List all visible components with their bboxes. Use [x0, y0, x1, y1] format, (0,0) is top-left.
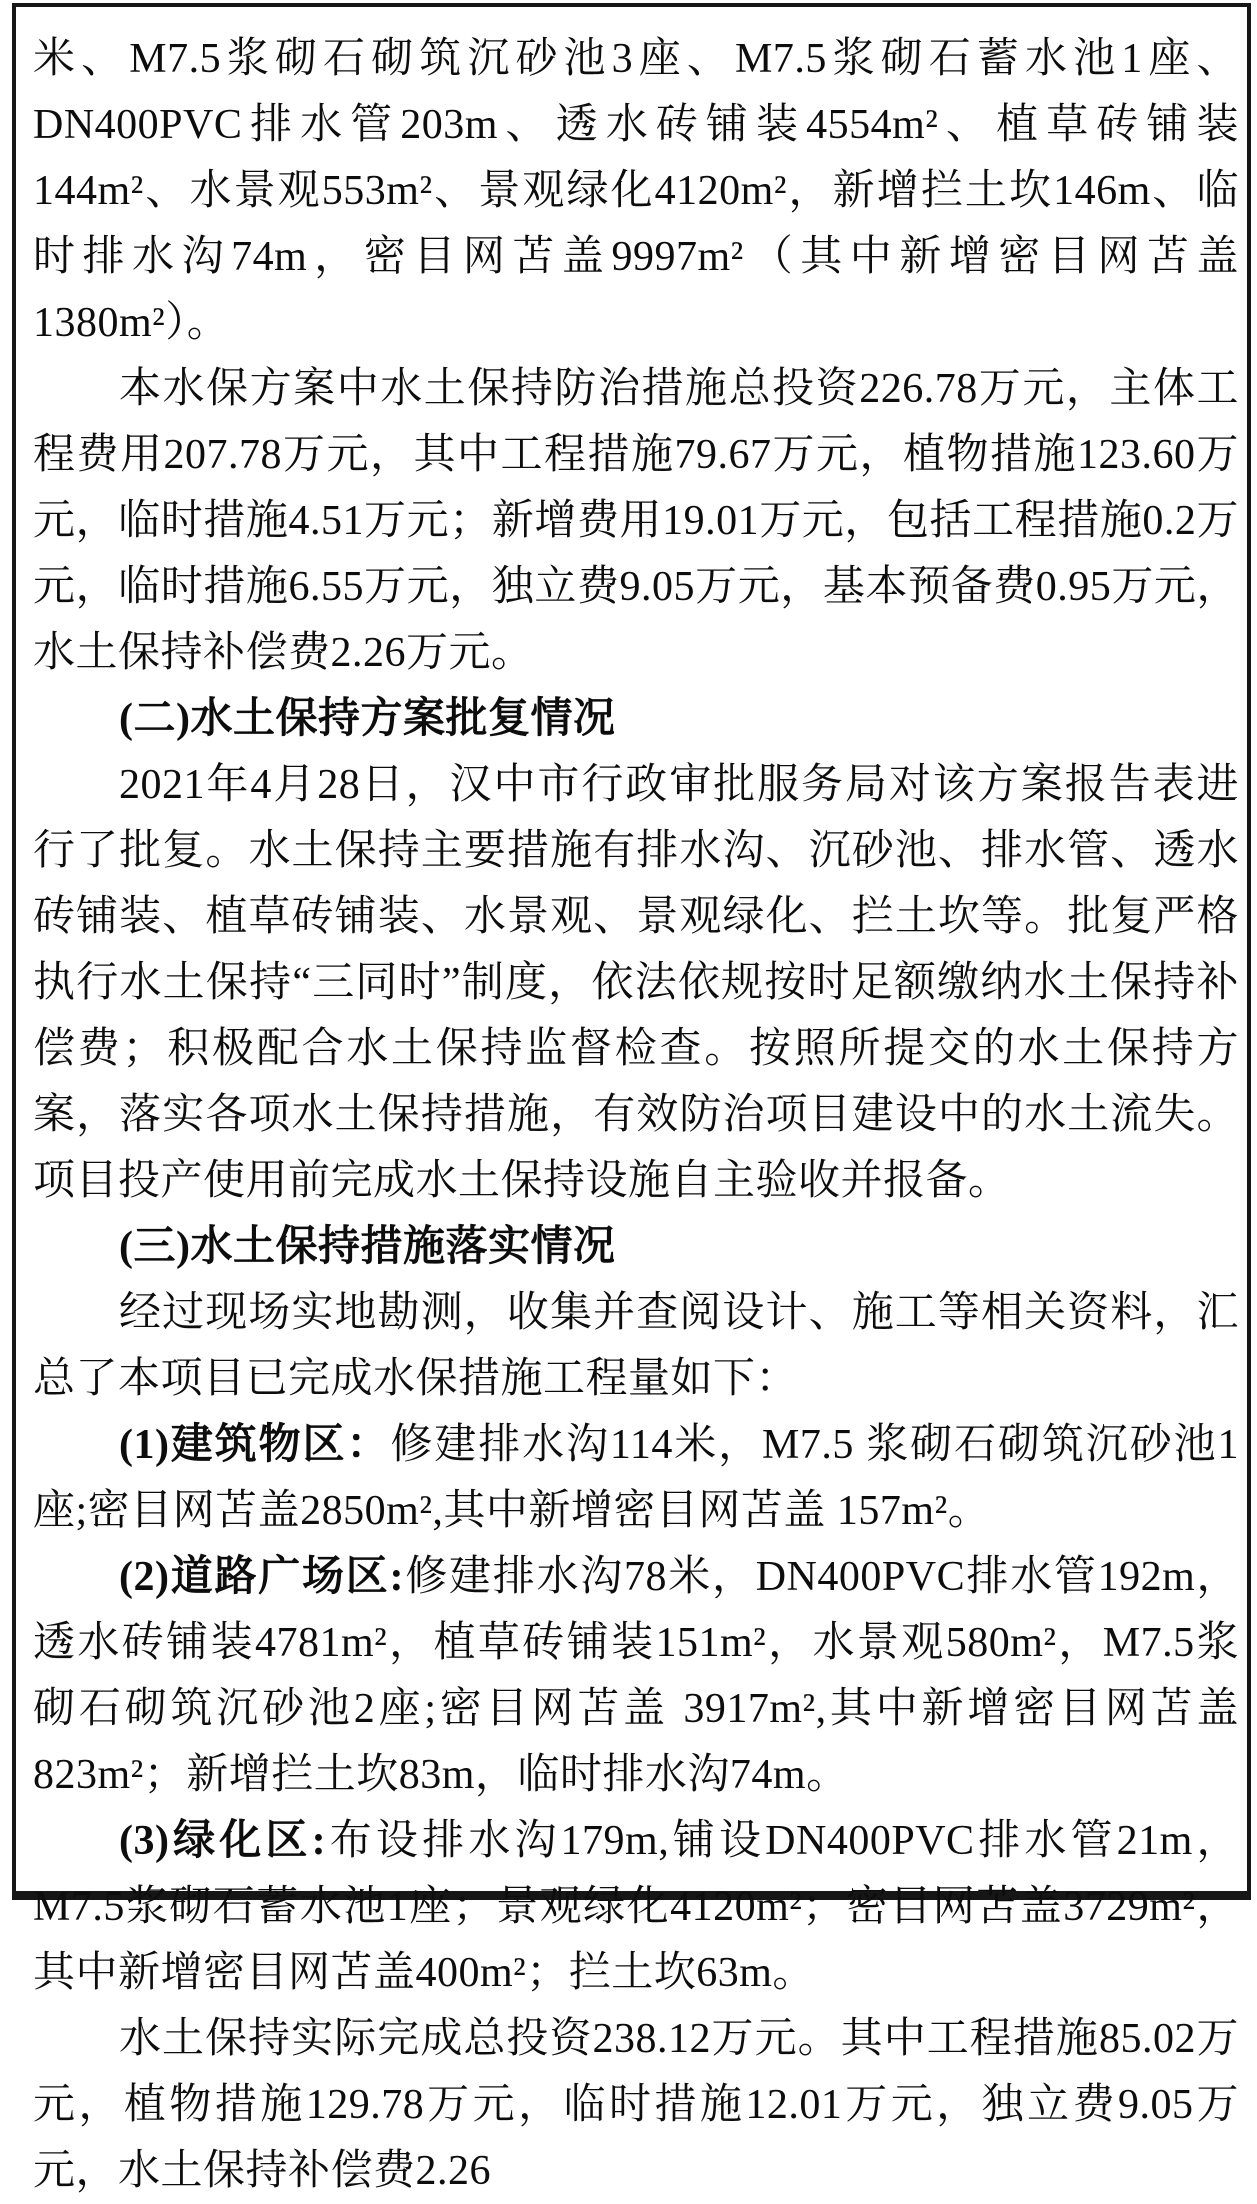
para-item-3-greening-zone — [33, 1808, 1239, 2006]
document-body — [33, 26, 1239, 2204]
para-item-1-building-zone — [33, 1412, 1239, 1544]
text-run: 水土保持实际完成总投资238.12万元。其中工程措施85.02万元，植物措施129.78万元，临时措施12.01万元，独立费9.05万元，水土保持补偿费2.26 — [33, 2016, 1239, 2194]
heading-section-3-implementation-status — [33, 1214, 1239, 1280]
text-run: 2021年4月28日，汉中市行政审批服务局对该方案报告表进行了批复。水土保持主要措施有排水沟、沉砂池、排水管、透水砖铺装、植草砖铺装、水景观、景观绿化、拦土坎等。批复严格执行水土保持“三同时”制度，依法依规按时足额缴纳水土保持补偿费；积极配合水土保持监督检查。按照所提交的水土保持方案，落实各项水土保持措施，有效防治项目建设中的水土流失。项目投产使用前完成水土保持设施自主验收并报备。 — [33, 762, 1239, 1204]
bold-run: (3)绿化区: — [119, 1818, 327, 1864]
heading-section-2-approval-status — [33, 686, 1239, 752]
para-survey-intro — [33, 1280, 1239, 1412]
para-continuation-quantities — [33, 26, 1239, 356]
para-plan-investment-summary — [33, 356, 1239, 686]
text-run: 修建排水沟78米，DN400PVC排水管192m，透水砖铺装4781m²，植草砖铺装151m²，水景观580m²，M7.5浆砌石砌筑沉砂池2座;密目网苫盖 3917m²,其中新增密目网苫盖823m²；新增拦土坎83m，临时排水沟74m。 — [33, 1554, 1239, 1798]
bold-run: (三)水土保持措施落实情况 — [119, 1224, 616, 1270]
text-run: 经过现场实地勘测，收集并查阅设计、施工等相关资料，汇总了本项目已完成水保措施工程量如下： — [33, 1290, 1239, 1402]
bold-run: (2)道路广场区: — [119, 1554, 404, 1600]
text-run: 本水保方案中水土保持防治措施总投资226.78万元，主体工程费用207.78万元，其中工程措施79.67万元，植物措施123.60万元，临时措施4.51万元；新增费用19.01万元，包括工程措施0.2万元，临时措施6.55万元，独立费9.05万元，基本预备费0.95万元，水土保持补偿费2.26万元。 — [33, 366, 1239, 676]
bold-run: (二)水土保持方案批复情况 — [119, 696, 616, 742]
para-actual-investment — [33, 2006, 1239, 2204]
text-run: 布设排水沟179m,铺设DN400PVC排水管21m，M7.5浆砌石蓄水池1座；景观绿化4120m²；密目网苫盖3729m²，其中新增密目网苫盖400m²；拦土坎63m。 — [33, 1818, 1239, 1996]
bold-run: (1)建筑物区： — [119, 1422, 391, 1468]
document-page-border — [12, 3, 1251, 2194]
para-approval-details — [33, 752, 1239, 1214]
para-item-2-road-plaza-zone — [33, 1544, 1239, 1808]
text-run: 米、M7.5浆砌石砌筑沉砂池3座、M7.5浆砌石蓄水池1座、DN400PVC排水管203m、透水砖铺装4554m²、植草砖铺装144m²、水景观553m²、景观绿化4120m²，新增拦土坎146m、临时排水沟74m，密目网苫盖9997m²（其中新增密目网苫盖1380m²）。 — [33, 36, 1239, 346]
text-run: 修建排水沟114米，M7.5 浆砌石砌筑沉砂池1座;密目网苫盖2850m²,其中新增密目网苫盖 157m²。 — [33, 1422, 1239, 1534]
